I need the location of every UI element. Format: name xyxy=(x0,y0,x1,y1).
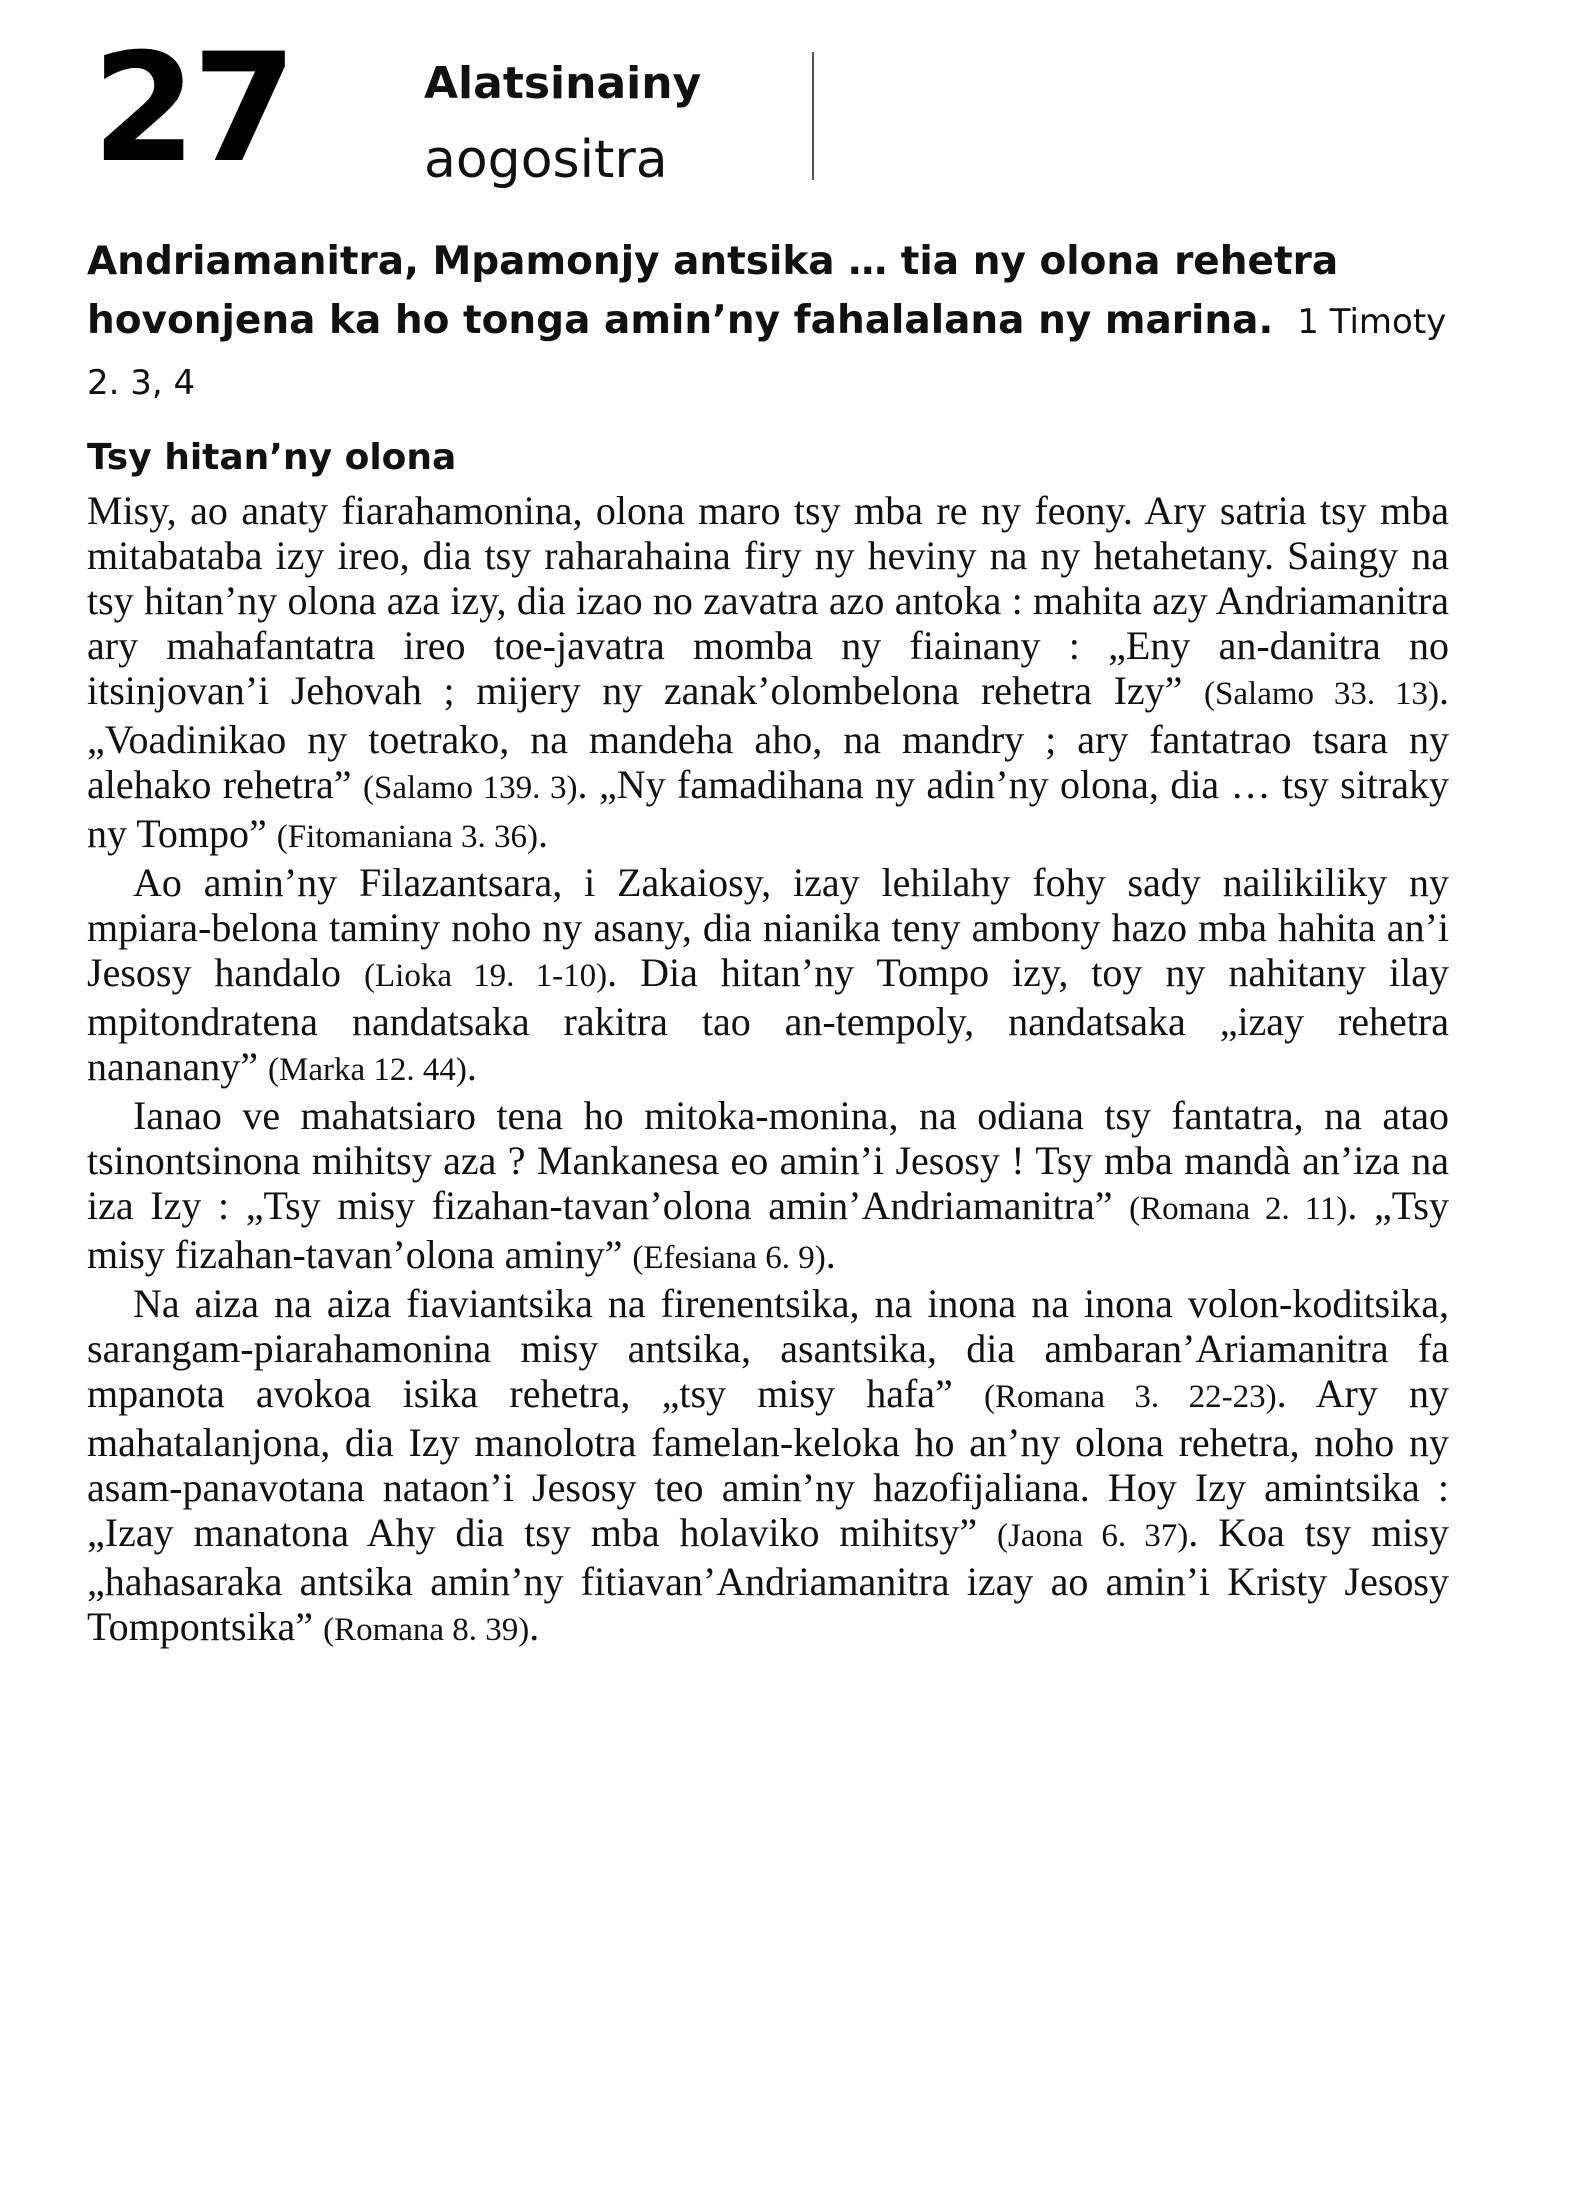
scripture-citation: (Efesiana 6. 9) xyxy=(632,1240,826,1276)
paragraph-2 xyxy=(87,860,1449,1093)
paragraph-text: . xyxy=(529,1604,540,1649)
scripture-citation: (Salamo 139. 3) xyxy=(362,770,578,806)
paragraph-text: Ianao ve mahatsiaro tena ho mitoka-monina, na odiana tsy fantatra, na atao tsinontsinona mihitsy aza ? Mankanesa eo amin’i Jesosy ! Tsy mba mandà an’iza na iza Izy : „Tsy misy fizahan-tavan’olona amin’Andriamanitra” xyxy=(87,1093,1449,1228)
date-header xyxy=(92,22,852,196)
scripture-citation: (Romana 3. 22-23) xyxy=(984,1379,1277,1415)
scripture-citation: (Romana 8. 39) xyxy=(323,1612,530,1648)
daily-verse: Andriamanitra, Mpamonjy antsika … tia ny olona rehetra hovonjena ka ho tonga amin’ny fahalalana ny marina. xyxy=(87,239,1339,343)
paragraph-text: . xyxy=(466,1044,477,1089)
paragraph-text: . xyxy=(825,1232,836,1277)
paragraph-text: . Dia hitan’ny Tompo izy, toy ny nahitany ilay mpitondratena nandatsaka rakitra tao an-tempoly, nandatsaka „izay rehetra nananany” xyxy=(87,950,1449,1089)
scripture-citation: (Salamo 33. 13) xyxy=(1204,676,1439,712)
scripture-citation: (Jaona 6. 37) xyxy=(997,1518,1189,1554)
paragraph-text: . „Ny famadihana ny adin’ny olona, dia … tsy sitraky ny Tompo” xyxy=(87,762,1449,856)
weekday: Alatsinainy xyxy=(424,58,702,109)
verse-reference: 1 Timoty 2. 3, 4 xyxy=(87,302,1447,403)
day-number: 27 xyxy=(92,22,293,196)
paragraph-text: . Ary ny mahatalanjona, dia Izy manolotra famelan-keloka ho an’ny olona rehetra, noho ny asam-panavotana nataon’i Jesosy teo amin’ny hazofijaliana. Hoy Izy amintsika : „Izay manatona Ahy dia tsy mba holaviko mihitsy” xyxy=(87,1371,1449,1555)
article-heading: Tsy hitan’ny olona xyxy=(87,437,457,478)
paragraph-1 xyxy=(87,488,1449,860)
scripture-citation: (Lioka 19. 1-10) xyxy=(364,958,608,994)
paragraph-text: . xyxy=(538,811,548,856)
daily-text xyxy=(87,232,1447,413)
paragraph-3 xyxy=(87,1093,1449,1281)
paragraph-text: . „Voadinikao ny toetrako, na mandeha aho, na mandry ; ary fantatrao tsara ny alehako rehetra” xyxy=(87,668,1449,807)
scripture-citation: (Fitomaniana 3. 36) xyxy=(276,819,538,855)
date-divider xyxy=(812,52,814,180)
paragraph-text: Ao amin’ny Filazantsara, i Zakaiosy, izay lehilahy fohy sady nailikiliky ny mpiara-belona taminy noho ny asany, dia nianika teny ambony hazo mba hahita an’i Jesosy handalo xyxy=(87,860,1449,995)
scripture-citation: (Marka 12. 44) xyxy=(268,1052,467,1088)
article-body xyxy=(87,488,1449,1653)
paragraph-text: . „Tsy misy fizahan-tavan’olona aminy” xyxy=(87,1183,1449,1277)
paragraph-text: Na aiza na aiza fiaviantsika na firenentsika, na inona na inona volon-koditsika, sarangam-piarahamonina misy antsika, asantsika, dia ambaran’Ariamanitra fa mpanota avokoa isika rehetra, „tsy misy hafa” xyxy=(87,1281,1449,1416)
paragraph-4 xyxy=(87,1281,1449,1653)
paragraph-text: . Koa tsy misy „hahasaraka antsika amin’ny fitiavan’Andriamanitra izay ao amin’i Kristy Jesosy Tompontsika” xyxy=(87,1510,1449,1649)
paragraph-text: Misy, ao anaty fiarahamonina, olona maro tsy mba re ny feony. Ary satria tsy mba mitabataba izy ireo, dia tsy raharahaina firy ny heviny na ny hetahetany. Saingy na tsy hitan’ny olona aza izy, dia izao no zavatra azo antoka : mahita azy Andriamanitra ary mahafantatra ireo toe-javatra momba ny fiainany : „Eny an-danitra no itsinjovan’i Jehovah ; mijery ny zanak’olombelona rehetra Izy” xyxy=(87,488,1449,713)
month: aogositra xyxy=(424,130,668,190)
scripture-citation: (Romana 2. 11) xyxy=(1129,1191,1348,1227)
